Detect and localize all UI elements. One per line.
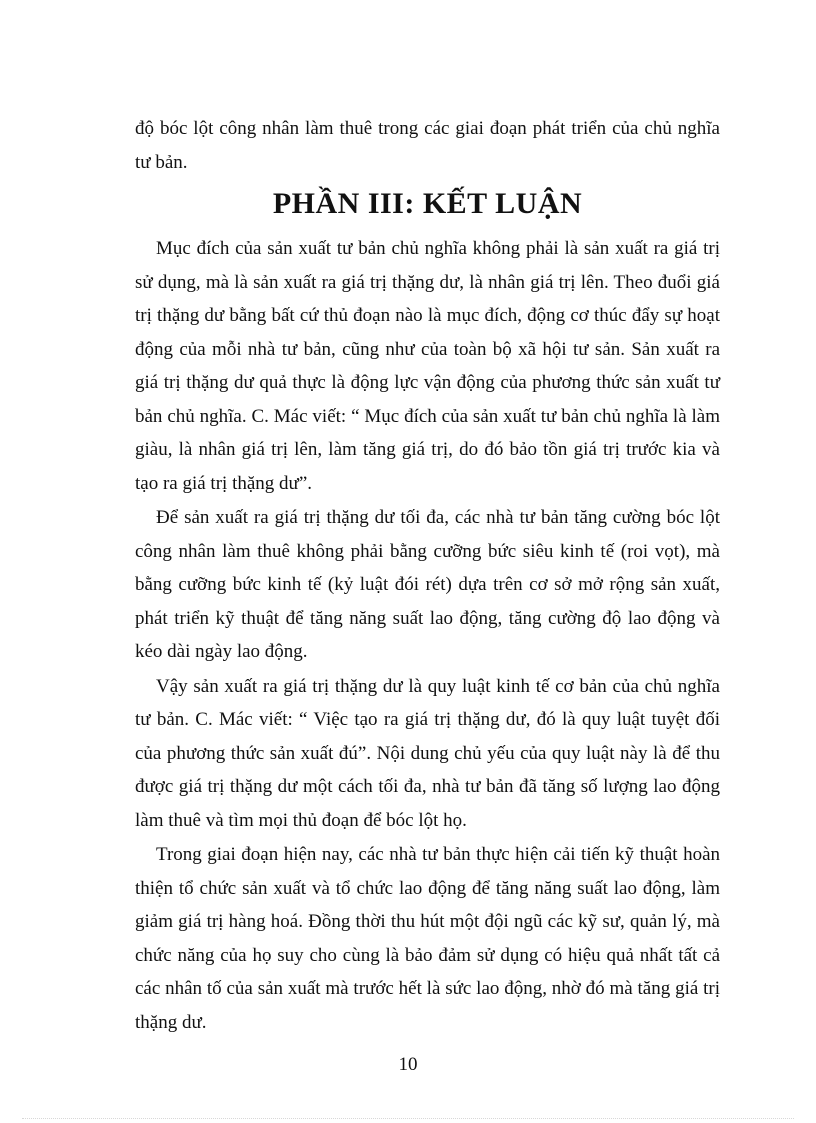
body-paragraph-3: Vậy sản xuất ra giá trị thặng dư là quy luật kinh tế cơ bản của chủ nghĩa tư bản. C. Mác viết: “ Việc tạo ra giá trị thặng dư, đó là quy luật tuyệt đối của phương thức sản xuất đú”. Nội dung chủ yếu của quy luật này là để thu được giá trị thặng dư một cách tối đa, nhà tư bản đã tăng số lượng lao động làm thuê và tìm mọi thủ đoạn để bóc lột họ. bbox=[135, 675, 720, 831]
opening-paragraph: độ bóc lột công nhân làm thuê trong các giai đoạn phát triển của chủ nghĩa tư bản. bbox=[135, 118, 720, 173]
body-paragraph-4: Trong giai đoạn hiện nay, các nhà tư bản thực hiện cải tiến kỹ thuật hoàn thiện tổ chức sản xuất và tổ chức lao động để tăng năng suất lao động, làm giảm giá trị hàng hoá. Đồng thời thu hút một đội ngũ các kỹ sư, quản lý, mà chức năng của họ suy cho cùng là bảo đảm sử dụng có hiệu quả nhất tất cả các nhân tố của sản xuất mà trước hết là sức lao động, nhờ đó mà tăng giá trị thặng dư. bbox=[135, 844, 720, 1033]
body-paragraph-2: Để sản xuất ra giá trị thặng dư tối đa, các nhà tư bản tăng cường bóc lột công nhân làm thuê không phải bằng cưỡng bức siêu kinh tế (roi vọt), mà bằng cưỡng bức kinh tế (kỷ luật đói rét) dựa trên cơ sở mở rộng sản xuất, phát triển kỹ thuật để tăng năng suất lao động, tăng cường độ lao động và kéo dài ngày lao động. bbox=[135, 507, 720, 662]
section-heading: PHẦN III: KẾT LUẬN bbox=[272, 187, 583, 220]
page-number: 10 bbox=[398, 1054, 418, 1075]
body-paragraph-1: Mục đích của sản xuất tư bản chủ nghĩa không phải là sản xuất ra giá trị sử dụng, mà là sản xuất ra giá trị thặng dư, là nhân giá trị lên. Theo đuổi giá trị thặng dư bằng bất cứ thủ đoạn nào là mục đích, động cơ thúc đẩy sự hoạt động của mỗi nhà tư bản, cũng như của toàn bộ xã hội tư sản. Sản xuất ra giá trị thặng dư quả thực là động lực vận động của phương thức sản xuất tư bản chủ nghĩa. C. Mác viết: “ Mục đích của sản xuất tư bản chủ nghĩa là làm giàu, là nhân giá trị lên, làm tăng giá trị, do đó bảo tồn giá trị trước kia và tạo ra giá trị thặng dư”. bbox=[135, 238, 720, 494]
page-content bbox=[135, 112, 720, 1040]
bottom-divider bbox=[22, 1118, 794, 1119]
